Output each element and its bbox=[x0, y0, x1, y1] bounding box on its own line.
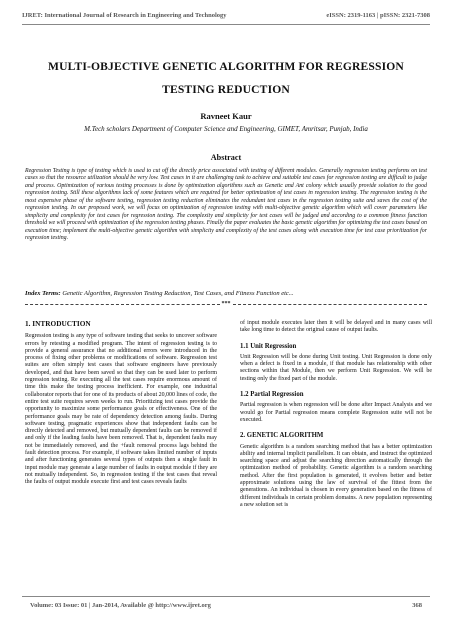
abstract-heading: Abstract bbox=[210, 153, 242, 162]
introduction-paragraph: Regression testing is any type of software testing that seeks to uncover software errors by retesting a modified program. The intent of regression testing is to provide a general assurance that no additional errors were introduced in the process of fixing other problems or modifications of software. Regression test suites are often simply test cases that software engineers have previously developed, and that have been saved so that they can be used later to perform regression testing. Re executing all the test cases require enormous amount of time this make the testing process inefficient. For example, one industrial collaborator reports that for one of its products of about 20,000 lines of code, the entire test suite requires seven weeks to run. Prioritizing test cases provide the opportunity to maximize some performance goals or effectiveness. One of the performance goals may be rate of dependency detection among faults. During software testing, pragmatic experiences show that independent faults can be directly detected and removed, but mutually dependent faults can be removed if and only if the leading faults have been removed. That is, dependent faults may not be immediately removed, and the +fault removal process lags behind the fault detection process. For example, if software takes limited number of inputs and after functioning generates several types of outputs then a single fault in input module may generate a large number of faults in output module if they are not mutually independent. So, in regression testing if the test cases that reveal the faults of output module execute first and test cases reveals faults bbox=[25, 333, 217, 486]
separator-dash-right bbox=[233, 304, 428, 305]
journal-name: IJRET: International Journal of Research in Engineering and Technology bbox=[22, 12, 227, 19]
abstract-text: Regression Testing is type of testing which is used to cut off the directly price associated with testing of different modules. Generally regression testing performs on test cases so that the resource utilization should be very low. Test cases in it are challenging task to achieve and suitable test cases for regression testing are difficult to judge and process. Optimization of various testing processes is done by optimization algorithms such as Genetic and Ant colony which usually provide solution to the good regression testing. Still these algorithms lack of some features which are required for better optimization of test cases in regression testing. The regression testing is the most expensive phase of the software testing, regression testing reduction eliminates the redundant test cases in the regression testing suite and saves the cost of the regression testing. In our proposed work, we will focus on optimization of regression testing with multi-objective genetic algorithm which will cover parameters like simplicity and complexity for test cases for regression testing. The complexity and simplicity for test cases will be judged and according to a common fitness function threshold we will proceed with optimization of the regression testing phases. Finally the paper evaluates the basic genetic algorithm for optimizing the test cases based on execution time; implement the multi-objective genetic algorithm with simplicity and complexity of the test cases along with execution time for test case prioritization for regression testing. bbox=[25, 168, 427, 242]
genetic-algorithm-paragraph: Genetic algorithm is a random searching method that has a better optimization ability and internal implicit parallelism. It can obtain, and instruct the optimized searching space and adjust the searching direction automatically through the optimization method of probability. Genetic algorithm is a random searching method. After the first population is generated, it evolves better and better approximate solutions using the law of survival of the fittest from the generations. An individual is chosen in every generation based on the fitness of different individuals in certain problem domains. A new population representing a new solution set is bbox=[240, 443, 432, 508]
page-number: 368 bbox=[412, 602, 422, 609]
right-column bbox=[240, 320, 432, 511]
section-separator bbox=[25, 300, 427, 308]
separator-dash-left bbox=[25, 304, 220, 305]
partial-regression-heading: 1.2 Partial Regression bbox=[240, 391, 304, 399]
unit-regression-heading: 1.1 Unit Regression bbox=[240, 342, 297, 350]
partial-regression-paragraph: Partial regression is when regression will be done after Impact Analysis and we would go for Partial regression means complete Regression suite will not be executed. bbox=[240, 402, 432, 423]
index-terms-list: Genetic Algorithm, Regression Testing Reduction, Test Cases, and Fitness Function etc... bbox=[60, 290, 294, 297]
volume-info: Volume: 03 Issue: 01 | Jan-2014, Available @ http://www.ijret.org bbox=[30, 602, 211, 609]
introduction-paragraph-continued: of input module executes later then it will be delayed and in many cases will take long time to detect the original cause of output faults. bbox=[240, 320, 432, 334]
index-terms bbox=[25, 290, 427, 297]
genetic-algorithm-heading: 2. GENETIC ALGORITHM bbox=[240, 432, 324, 440]
left-column bbox=[25, 320, 217, 489]
author-name: Ravneet Kaur bbox=[200, 111, 252, 121]
index-terms-label: Index Terms: bbox=[25, 290, 61, 297]
footer-rule bbox=[22, 596, 430, 597]
introduction-heading: 1. INTRODUCTION bbox=[25, 319, 91, 328]
unit-regression-paragraph: Unit Regression will be done during Unit testing. Unit Regression is done only when a defect is fixed in a module, if that module has relationship with other sections within that Module, then we perform Unit Regression. We will be testing only the fixed part of the module. bbox=[240, 353, 432, 382]
header-rule bbox=[22, 24, 430, 25]
separator-stars: *** bbox=[221, 301, 231, 307]
running-header bbox=[22, 12, 430, 19]
page-footer bbox=[30, 602, 422, 609]
paper-title: MULTI-OBJECTIVE GENETIC ALGORITHM FOR REGRESSION TESTING REDUCTION bbox=[48, 60, 404, 96]
issn-label: eISSN: 2319-1163 | pISSN: 2321-7308 bbox=[326, 12, 430, 19]
author-affiliation: M.Tech scholars Department of Computer Science and Engineering, GIMET, Amritsar, Punjab, India bbox=[84, 125, 368, 133]
